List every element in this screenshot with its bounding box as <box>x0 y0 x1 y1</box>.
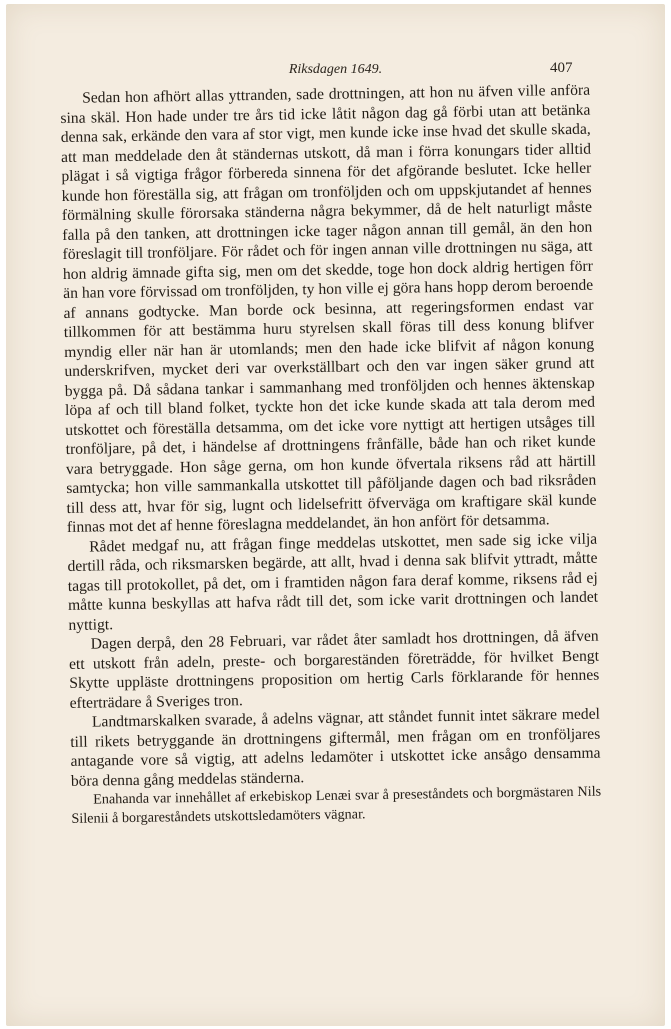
paragraph-small-print: Enahanda var innehållet af erkebiskop Lenæi svar å preseståndets och borgmästaren Nils Silenii å borgareståndets utskottsledamöters vägnar. <box>71 783 602 827</box>
page-number: 407 <box>550 60 573 76</box>
running-title: Riksdagen 1649. <box>288 62 383 77</box>
body-text <box>60 81 602 829</box>
paragraph: Rådet medgaf nu, att frågan finge meddelas utskottet, men sade sig icke vilja dertill råda, och riksmarsken begärde, att allt, hvad i denna sak blifvit yttradt, måtte tagas till protokollet, på det, om i framtiden någon fara deraf komme, riksens råd ej måtte kunna beskyllas att hafva rådt till det, som icke varit drottningen och landet nyttigt. <box>67 530 599 634</box>
paragraph: Dagen derpå, den 28 Februari, var rådet åter samladt hos drottningen, då äfven ett utskott från adeln, preste- och borgareständen företrädde, för hvilket Bengt Skytte uppläste drottningens proposition om hertig Carls förklarande för hennes efterträdare å Sveriges tron. <box>68 627 600 712</box>
paragraph: Landtmarskalken svarade, å adelns vägnar, att ståndet funnit intet säkrare medel till rikets betryggande än drottningens giftermål, men frågan om en tronföljares antagande vore så vigtig, att adelns ledamöter i utskottet icke ansågo densamma böra denna gång meddelas ständerna. <box>70 705 601 790</box>
paragraph: Sedan hon afhört allas yttranden, sade drottningen, att hon nu äfven ville anföra sina skäl. Hon hade under tre års tid icke låtit någon dag gå förbi utan att betänka denna sak, erkände den vara af stor vigt, men kunde icke inse hvad det skulle skada, att man meddelade den åt ständernas utskott, då man i förra konungars tider alltid plägat i så vigtiga frågor förbereda sinnena för det afgörande beslutet. Icke heller kunde hon föreställa sig, att frågan om tronföljden och om uppskjutandet af hennes förmälning skulle förorsaka ständerna några bekymmer, då de helt naturligt måste falla på den tanken, att drottningen icke tager någon annan till gemål, än den hon föreslagit till tronföljare. För rådet och för ingen annan ville drottningen nu säga, att hon aldrig ämnade gifta sig, men om det skedde, toge hon dock aldrig hertigen förr än han vore förvissad om tronföljden, ty hon ville ej göra hans hopp derom beroende af annans godtycke. Man borde ock besinna, att regeringsformen endast var tillkommen för att bestämma huru styrelsen skall föras till dess konung blifver myndig eller när han är utomlands; men den hade icke blifvit af någon konung underskrifven, mycket deri var overkställbart och den var ingen säker grund att bygga på. Då sådana tankar i sammanhang med tronföljden och hennes äktenskap löpa af och till bland folket, tyckte hon det icke kunde skada att tala derom med utskottet och föreställa detsamma, om det icke vore nyttigt att hertigen utsåges till tronföljare, på det, i händelse af drottningens frånfälle, både han och riket kunde vara betryggade. Hon såge gerna, om hon kunde öfvertala riksens råd att härtill samtycka; hon ville sammankalla utskottet till påföljande dagen och bad riksråden till dess att, hvar för sig, lugnt och lidelsefritt öfverväga om kraftigare skäl kunde finnas mot det af henne föreslagna meddelandet, än hon anfört för detsamma. <box>60 81 597 536</box>
